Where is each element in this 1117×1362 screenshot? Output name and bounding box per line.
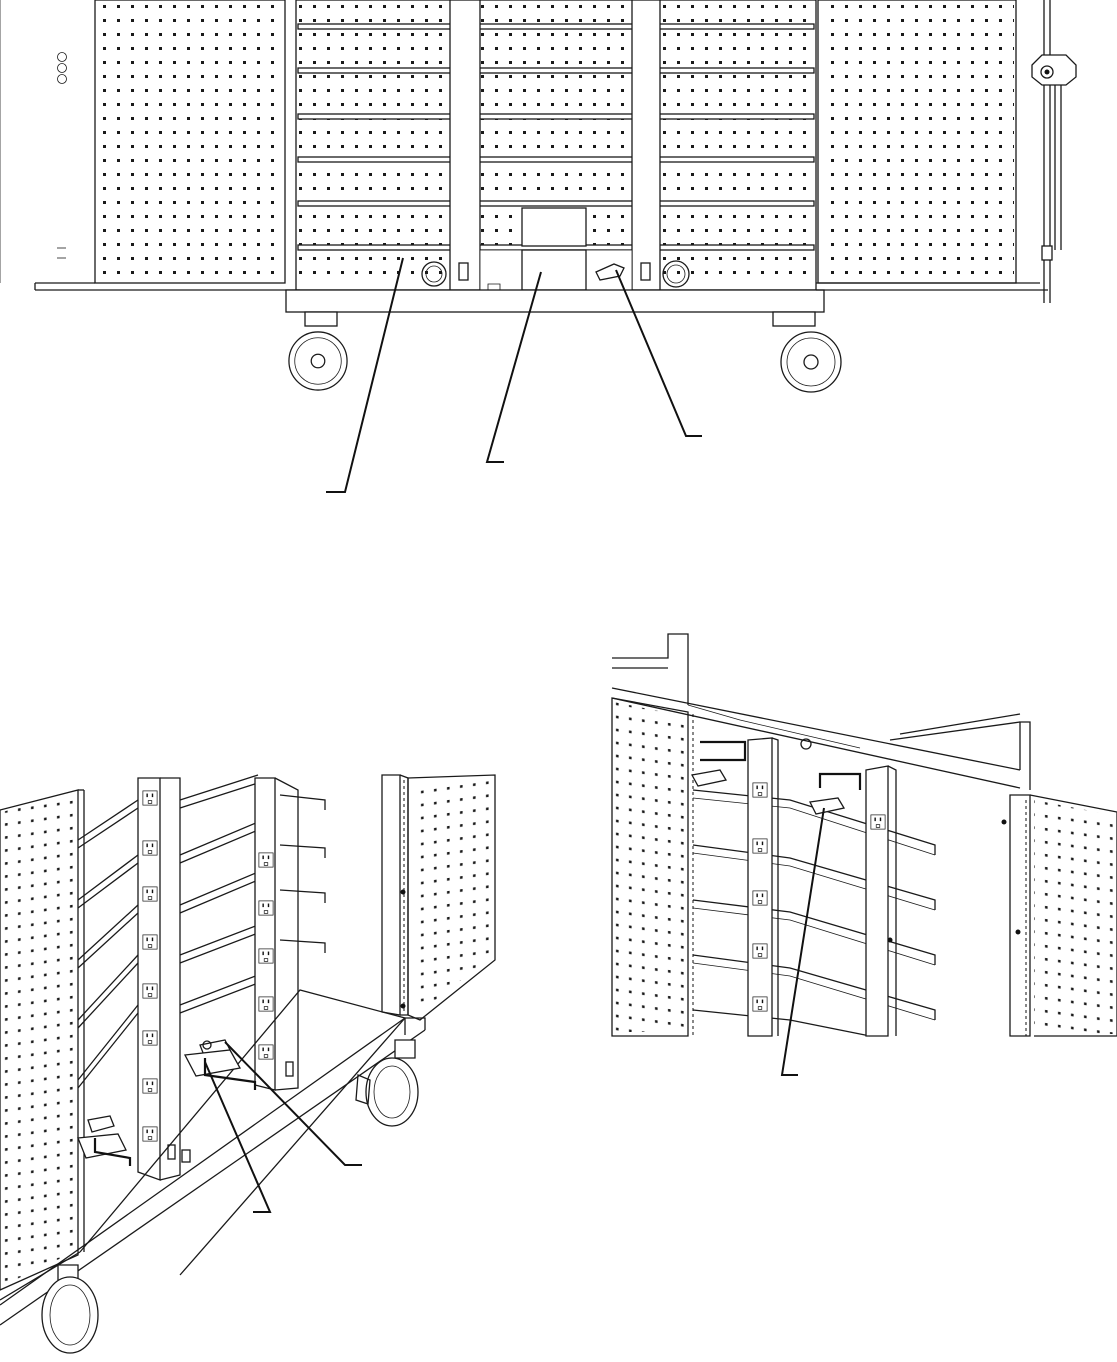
latch-icon [692,770,726,786]
caster-wheel-front [42,1265,98,1353]
outlet-post-right [866,766,896,1036]
center-post-right [632,0,660,290]
left-perspective-view [0,775,495,1353]
power-module-cover [522,208,586,246]
right-perspective-view [612,634,1117,1075]
front-elevation-view [0,0,1076,492]
rocker-switch-icon [286,1062,293,1076]
latch-icon [88,1116,114,1132]
caster-wheel-icon [781,332,841,392]
shelves [693,790,935,1036]
cabinet-body [286,0,824,312]
caster-wheel-right [773,312,841,392]
caster-wheel-left [289,312,347,390]
latch-assemblies [692,739,860,814]
latch-icon [810,798,844,814]
power-module [522,250,586,290]
indicator-light-icon [58,75,67,84]
shelves [78,775,325,1088]
indicator-light-icon [58,53,67,62]
indicator-light-icon [58,64,67,73]
latch-assemblies [78,1040,255,1166]
left-side-panel [0,0,300,290]
right-side-panel [816,0,1076,303]
rear-upright-right [1002,795,1117,1036]
caster-wheel-rear [356,1040,418,1126]
caster-wheel-icon [289,332,347,390]
outlet-post-left [138,778,190,1180]
callout-leader-latch [782,808,824,1075]
base-frame [286,290,824,312]
hinge-bracket [1032,55,1076,85]
outlet-post-right [255,778,298,1090]
callout-leader-latch-upper [225,1042,362,1165]
outlet-post-left [748,738,778,1036]
rocker-switch-icon [168,1145,175,1159]
rear-upright-right [382,775,495,1020]
center-post-left [450,0,480,290]
